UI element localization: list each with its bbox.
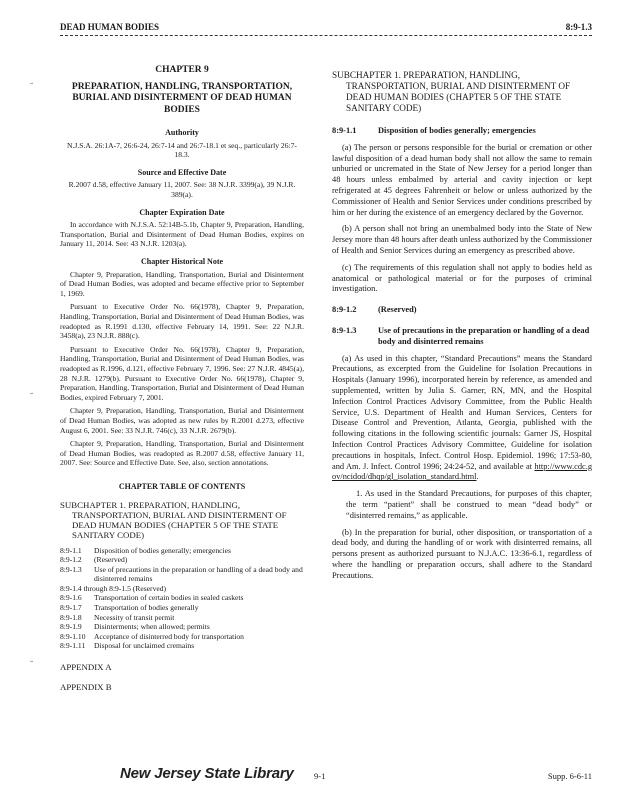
toc-item: 8:9-1.2 (Reserved) (60, 555, 128, 565)
section-number: 8:9-1.3 (332, 325, 357, 335)
toc-item: 8:9-1.7 Transportation of bodies generally (60, 603, 199, 613)
chapter-number: CHAPTER 9 (155, 65, 209, 75)
authority-heading: Authority (165, 128, 199, 138)
appendix-a: APPENDIX A (60, 662, 112, 673)
history-paragraph: Pursuant to Executive Order No. 66(1978), Chapter 9, Preparation, Handling, Transportation, Burial and Disinterment of Dead Human Bodies, was readopted as R.1991 d.130, effective February 14, 1991. See: 22 N.J.R. 3458(a), 23 N.J.R. 888(c). (60, 302, 304, 341)
paragraph: (a) As used in this chapter, “Standard Precautions” means the Standard Precautions, as excerpted from the Guideline for Isolation Precautions in Hospitals (January 1996), incorporated herein by reference, as amended and supplemented, written by Julia S. Garner, RN, MN, and the Hospital Infection Control Practices Advisory Committee, from the Public Health Service, U.S. Department of Health and Human Services, Centers for Disease Control and Prevention, Atlanta, Georgia, published with the following citations in the following scientific journals: Garner JS, Hospital Infection Control Practices Advisory Committee, Guideline for isolation precautions in hospitals, Infect. Control Hosp. Epidemiol. 1996; 17:53-80, and Am. J. Infect. Control 1996; 24:24-52, and available at http://www.cdc.gov/ncidod/dhqp/gl_isolation_standard.html. (332, 353, 593, 482)
toc-item: 8:9-1.8 Necessity of transit permit (60, 612, 175, 622)
history-paragraph: Chapter 9, Preparation, Handling, Transportation, Burial and Disinterment of Dead Human Bodies, was readopted as R.2007 d.58, effective January 11, 2007. See: Source and Effective Date. See, also, section annotations. (60, 439, 304, 468)
section-heading (332, 326, 592, 348)
paragraph: (c) The requirements of this regulation shall not apply to bodies held as anatomical or pathological material or for the purposes of criminal investigation. (332, 262, 592, 294)
authority-text: N.J.S.A. 26:1A-7, 26:6-24, 26:7-14 and 26:7-18.1 et seq., particularly 26:7-18.3. (67, 140, 297, 160)
toc-list (60, 546, 304, 652)
paragraph: (a) The person or persons responsible for the burial or cremation or other lawful disposition of a dead human body shall not allow the same to remain unburied or uncremated in the State of New Jersey for a period longer than 48 hours unless embalmed by arterial and cavity injection or kept refrigerated at 45 degrees Fahrenheit or below or unless authorized by the Commissioner of Health and Senior Services under conditions prescribed by him or her during the existence of an emergency declared by the Governor. (332, 142, 592, 217)
toc-item: 8:9-1.11 Disposal for unclaimed cremains (60, 641, 195, 651)
cdc-link[interactable]: http://www.cdc.gov/ncidod/dhqp/gl_isolation_standard.html (332, 461, 593, 482)
history-heading: Chapter Historical Note (140, 257, 224, 267)
header-title: DEAD HUMAN BODIES (60, 22, 160, 32)
section-title: (Reserved) (378, 305, 417, 315)
history-paragraph: Pursuant to Executive Order No. 66(1978), Chapter 9, Preparation, Handling, Transportation, Burial and Disinterment of Dead Human Bodies, was readopted as R.1996, d.121, effective February 7, 1996. See: 27 N.J.R. 4845(a), 28 N.J.R. 1279(b). Pursuant to Executive Order No. 66(1978), Chapter 9, Preparation, Handling, Transportation, Burial and Disinterment of Dead Human Bodies, expired February 7, 2001. (60, 344, 304, 402)
margin-mark-icon: ˘ (30, 82, 34, 93)
expiration-heading: Chapter Expiration Date (139, 207, 225, 217)
paragraph: (b) In the preparation for burial, other disposition, or transportation of a dead body, and during the handling of or work with disinterred remains, all persons present as authorized pursuant to N.J.A.C. 13:36-6.1, regardless of where the handling or preparation occurs, shall adhere to the Standard Precautions. (332, 527, 592, 580)
left-column (60, 66, 304, 692)
page-number: 9-1 (314, 771, 326, 781)
toc-item: 8:9-1.1 Disposition of bodies generally; emergencies (60, 545, 231, 555)
header-section: 8:9-1.3 (565, 22, 592, 32)
source-heading: Source and Effective Date (137, 167, 227, 177)
header-rule (60, 35, 592, 36)
toc-subchapter: SUBCHAPTER 1. PREPARATION, HANDLING, TRANSPORTATION, BURIAL AND DISINTERMENT OF DEAD HUMAN BODIES (CHAPTER 5 OF THE STATE SANITARY CODE) (60, 499, 287, 540)
subchapter-title: SUBCHAPTER 1. PREPARATION, HANDLING, TRANSPORTATION, BURIAL AND DISINTERMENT OF DEAD HUMAN BODIES (CHAPTER 5 OF THE STATE SANITARY CODE) (332, 70, 571, 113)
section-number: 8:9-1.1 (332, 126, 357, 135)
section-heading (332, 126, 592, 137)
library-stamp: New Jersey State Library (120, 765, 294, 782)
appendix-b: APPENDIX B (60, 681, 112, 692)
paragraph: 1. As used in the Standard Precautions, for purposes of this chapter, the term “patient” shall be construed to mean “dead body” or “disinterred remains,” as applicable. (346, 489, 592, 520)
running-header (60, 22, 592, 32)
section-heading (332, 305, 592, 316)
toc-item: 8:9-1.6 Transportation of certain bodies in sealed caskets (60, 593, 244, 603)
right-column (332, 70, 592, 587)
chapter-title: PREPARATION, HANDLING, TRANSPORTATION, BURIAL AND DISINTERMENT OF DEAD HUMAN BODIES (71, 81, 293, 115)
section-title: Disposition of bodies generally; emergencies (378, 126, 536, 135)
margin-mark-icon: ˘ (30, 392, 34, 403)
history-paragraph: Chapter 9, Preparation, Handling, Transportation, Burial and Disinterment of Dead Human Bodies, was adopted as new rules by R.2001 d.273, effective August 6, 2001. See: 33 N.J.R. 746(c), 33 N.J.R. 2679(b). (60, 406, 304, 435)
paragraph: (b) A person shall not bring an unembalmed body into the State of New Jersey more than 48 hours after death unless authorized by the Commissioner of Health and Senior Services during an emergency as prescribed above. (332, 224, 592, 255)
section-number: 8:9-1.2 (332, 305, 357, 315)
toc-item: 8:9-1.10 Acceptance of disinterred body for transportation (60, 631, 244, 641)
toc-item: 8:9-1.3 Use of precautions in the preparation or handling of a dead body and disinterred remains (60, 564, 303, 584)
expiration-text: In accordance with N.J.S.A. 52:14B-5.1b, Chapter 9, Preparation, Handling, Transportation, Burial and Disinterment of Dead Human Bodies, expires on January 11, 2014. See: 43 N.J.R. 1203(a). (60, 220, 304, 249)
source-text: R.2007 d.58, effective January 11, 2007. See: 38 N.J.R. 3399(a), 39 N.J.R. 389(a). (68, 180, 296, 200)
toc-item: 8:9-1.9 Disinterments; when allowed; permits (60, 622, 210, 632)
supplement-date: Supp. 6-6-11 (547, 771, 592, 781)
toc-item: 8:9-1.4 through 8:9-1.5 (Reserved) (60, 583, 167, 593)
toc-heading: CHAPTER TABLE OF CONTENTS (118, 481, 246, 491)
section-title: Use of precautions in the preparation or handling of a dead body and disinterred remains (378, 325, 590, 346)
history-paragraph: Chapter 9, Preparation, Handling, Transportation, Burial and Disinterment of Dead Human Bodies, was adopted and became effective prior to September 1, 1969. (60, 269, 304, 298)
margin-mark-icon: ˘ (30, 660, 34, 671)
